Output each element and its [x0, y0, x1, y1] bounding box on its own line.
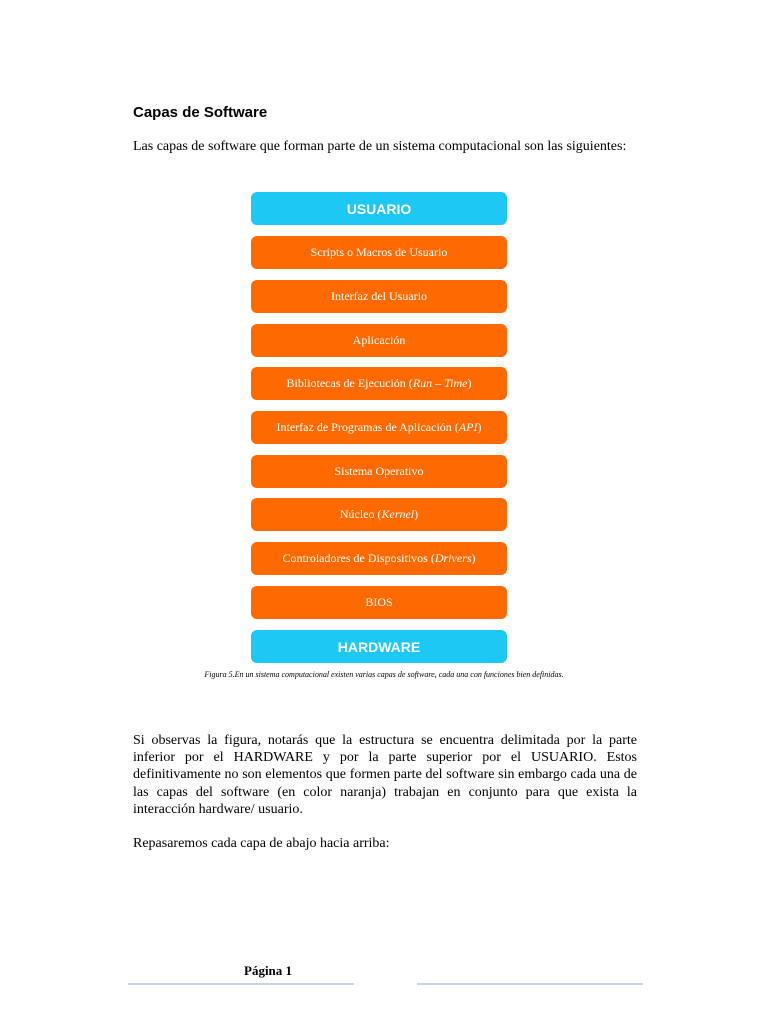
body-paragraph: Si observas la figura, notarás que la estructura se encuentra delimitada por la parte inferior por el HARDWARE y por la parte superior por el USUARIO. Estos definitivamente no son elementos que formen parte del software sin embargo cada una de las capas del software (en color naranja) trabajan en conjunto para que exista la interacción hardware/ usuario.: [133, 733, 637, 817]
layer-usuario: USUARIO: [251, 192, 507, 225]
section-heading: Capas de Software: [133, 104, 268, 121]
page-number: Página 1: [244, 963, 293, 978]
layer-api: Interfaz de Programas de Aplicación ( API ): [251, 411, 507, 444]
layer-nucleo: Núcleo ( Kernel ): [251, 498, 507, 531]
intro-text: Las capas de software que forman parte de un sistema computacional son las siguientes:: [133, 139, 627, 154]
layer-bibliotecas: Bibliotecas de Ejecución ( Run – Time ): [251, 367, 507, 400]
footer-rule-right: [417, 983, 643, 985]
layer-aplicacion: Aplicación: [251, 324, 507, 357]
layer-sistema-operativo: Sistema Operativo: [251, 455, 507, 488]
figure-caption: Figura 5.En un sistema computacional existen varias capas de software, cada una con funciones bien definidas.: [204, 670, 564, 679]
body-paragraph-2: Repasaremos cada capa de abajo hacia arriba:: [133, 836, 390, 851]
layer-bios: BIOS: [251, 586, 507, 619]
footer-rule-left: [128, 983, 354, 985]
layer-scripts: Scripts o Macros de Usuario: [251, 236, 507, 269]
layer-hardware: HARDWARE: [251, 630, 507, 663]
layer-controladores: Controladores de Dispositivos ( Drivers ): [251, 542, 507, 575]
layer-interfaz-usuario: Interfaz del Usuario: [251, 280, 507, 313]
